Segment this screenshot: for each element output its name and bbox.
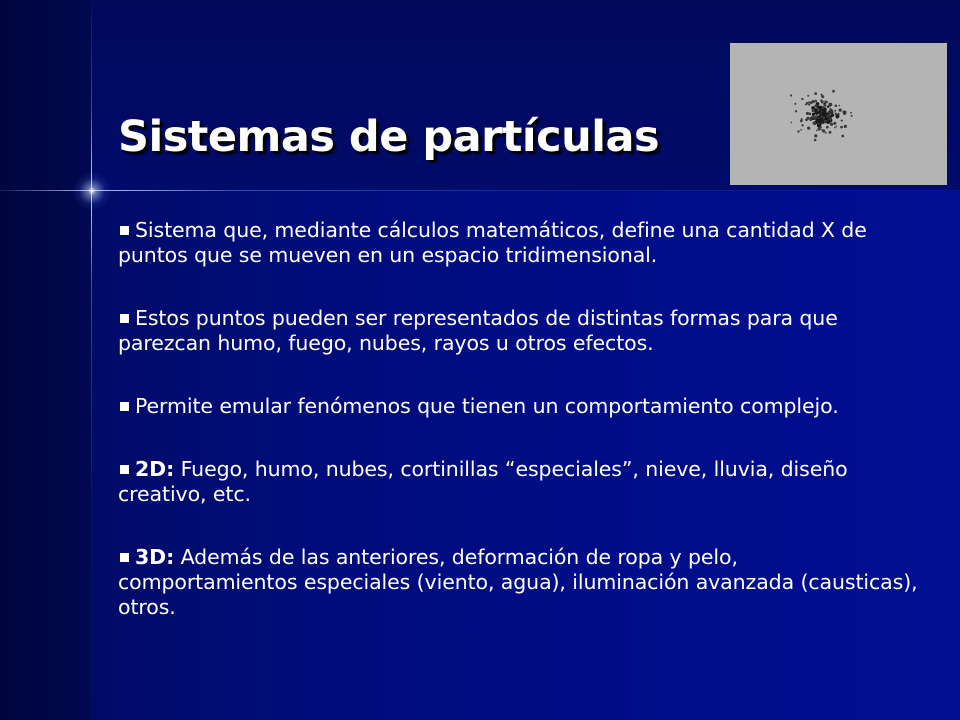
particle-dot	[814, 92, 817, 95]
particle-dot	[837, 117, 839, 119]
particle-dot	[830, 111, 832, 113]
particle-system-image	[730, 43, 947, 185]
particle-dot	[812, 116, 814, 118]
square-bullet-icon	[120, 465, 129, 474]
particle-dot	[810, 101, 813, 104]
particle-dot	[808, 101, 810, 103]
particle-dot	[815, 135, 817, 137]
bullet-list	[118, 218, 918, 658]
particle-dot	[826, 101, 828, 103]
particle-dot	[812, 109, 815, 112]
particle-dot	[820, 112, 822, 114]
particle-dot	[818, 108, 820, 110]
particle-dot	[834, 104, 837, 107]
particle-dot	[790, 94, 792, 96]
square-bullet-icon	[120, 402, 129, 411]
particle-dot	[812, 113, 815, 116]
particle-dot	[842, 110, 845, 113]
particle-dot	[824, 105, 826, 107]
particle-dot	[832, 90, 835, 93]
particle-dot	[809, 119, 812, 122]
particle-dot	[801, 124, 803, 126]
particle-dot	[839, 105, 841, 107]
particle-dot	[816, 112, 819, 115]
particle-dot	[837, 113, 839, 115]
particle-dot	[807, 126, 810, 129]
bullet-item	[118, 545, 918, 620]
bullet-text: Sistema que, mediante cálculos matemáticos, define una cantidad X de puntos que se mueven en un espacio tridimensional.	[118, 218, 867, 267]
particle-dot	[824, 120, 827, 123]
particle-dot	[800, 129, 802, 131]
particle-dot	[834, 127, 836, 129]
particle-dot	[805, 104, 807, 106]
particle-dot	[822, 106, 824, 108]
particle-dot	[830, 123, 833, 126]
bullet-item	[118, 218, 918, 268]
bullet-text: Permite emular fenómenos que tienen un comportamiento complejo.	[135, 394, 839, 418]
particle-dot	[836, 126, 838, 128]
particle-dot	[791, 122, 793, 124]
particle-dot	[844, 125, 847, 128]
bullet-text: Además de las anteriores, deformación de ropa y pelo, comportamientos especiales (viento, agua), iluminación avanzada (causticas), otros.	[118, 545, 918, 619]
particle-dot	[850, 112, 852, 114]
particle-dot	[814, 139, 817, 142]
particle-dot	[827, 112, 829, 114]
square-bullet-icon	[120, 226, 129, 235]
particle-dot	[840, 126, 843, 129]
bullet-item	[118, 394, 918, 419]
particle-dot	[834, 113, 836, 115]
square-bullet-icon	[120, 553, 129, 562]
particle-dot	[839, 108, 842, 111]
particle-dot	[829, 131, 832, 134]
particle-dot	[815, 100, 817, 102]
particle-dot	[806, 117, 809, 120]
particle-dot	[820, 99, 822, 101]
slide-title: Sistemas de partículas	[118, 112, 660, 162]
horizontal-flare-line	[0, 190, 960, 191]
vertical-flare-line	[91, 0, 92, 720]
particle-dot	[822, 117, 825, 120]
particle-dot	[826, 116, 828, 118]
particle-dot	[800, 120, 803, 123]
particle-dot	[807, 95, 809, 97]
particle-dot	[820, 110, 822, 112]
square-bullet-icon	[120, 314, 129, 323]
bullet-lead: 2D:	[135, 457, 175, 481]
particle-dot	[831, 104, 833, 106]
particle-dot	[821, 95, 824, 98]
lens-flare-icon	[72, 171, 112, 211]
bullet-text: Estos puntos pueden ser representados de distintas formas para que parezcan humo, fuego, nubes, rayos u otros efectos.	[118, 306, 838, 355]
particle-dot	[831, 114, 834, 117]
particle-dot	[830, 109, 833, 112]
particle-dot	[841, 135, 844, 138]
particle-dot	[825, 132, 827, 134]
particle-dot	[794, 103, 796, 105]
particle-dot	[826, 126, 829, 129]
particle-dot	[816, 130, 818, 132]
particle-dot	[819, 106, 822, 109]
particle-dot	[808, 103, 810, 105]
particle-dot	[814, 116, 817, 119]
particle-dot	[834, 110, 836, 112]
bullet-item	[118, 457, 918, 507]
particle-dot	[801, 98, 803, 100]
particle-dot	[813, 122, 816, 125]
bullet-text: Fuego, humo, nubes, cortinillas “especiales”, nieve, lluvia, diseño creativo, etc.	[118, 457, 848, 506]
bullet-item	[118, 306, 918, 356]
particle-dot	[808, 113, 811, 116]
particle-dot	[835, 115, 837, 117]
particle-dot	[822, 129, 825, 132]
particle-dot	[806, 112, 809, 115]
particle-dot	[818, 122, 820, 124]
particle-dot	[841, 120, 843, 122]
left-band	[0, 0, 92, 720]
particle-dot	[851, 115, 853, 117]
bullet-lead: 3D:	[135, 545, 175, 569]
particle-dot	[795, 110, 797, 112]
particle-dot	[815, 104, 818, 107]
particle-dot	[826, 120, 830, 124]
particle-dot	[818, 127, 821, 130]
particle-cloud-graphic	[730, 43, 947, 185]
particle-dot	[834, 122, 837, 125]
particle-dot	[797, 130, 799, 132]
particle-dot	[829, 117, 832, 120]
